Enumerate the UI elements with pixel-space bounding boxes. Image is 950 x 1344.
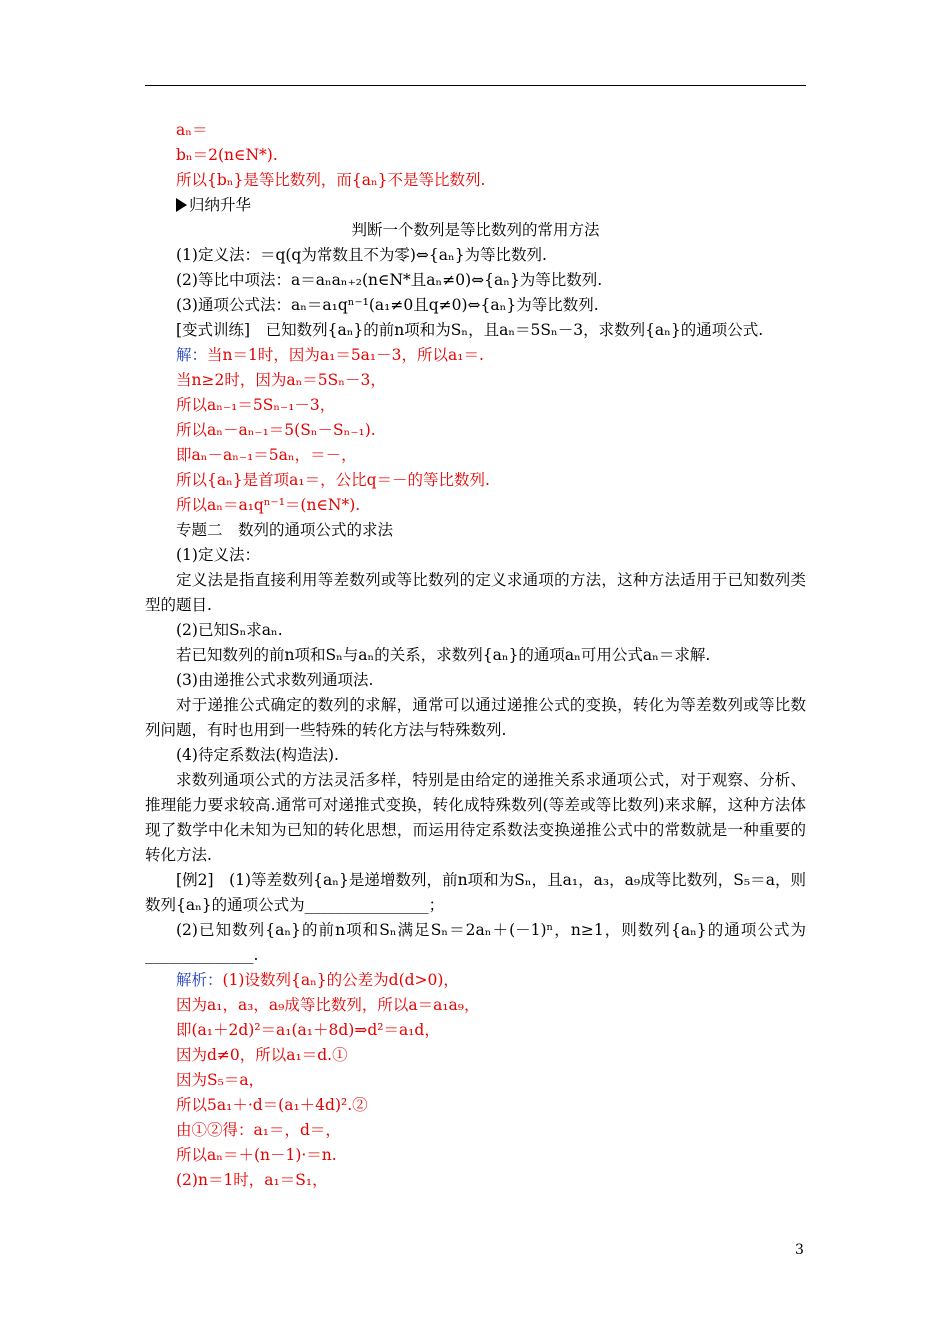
line-text: (3)通项公式法：aₙ＝a₁qⁿ⁻¹(a₁≠0且q≠0)⇔{aₙ}为等比数列. <box>176 296 599 314</box>
text-line <box>145 968 806 993</box>
line-text: 对于递推公式确定的数列的求解，通常可以通过递推公式的变换，转化为等差数列或等比数列问题，有时也用到一些特殊的转化方法与特殊数列. <box>145 696 806 739</box>
text-line <box>145 293 806 318</box>
line-text: (3)由递推公式求数列通项法. <box>176 671 374 689</box>
text-line <box>145 693 806 743</box>
text-line <box>145 743 806 768</box>
page-number: 3 <box>795 1242 804 1258</box>
text-line <box>145 393 806 418</box>
text-line <box>145 518 806 543</box>
line-text: 所以aₙ＝a₁qⁿ⁻¹＝(n∈N*). <box>176 496 361 514</box>
line-text: 若已知数列的前n项和Sₙ与aₙ的关系，求数列{aₙ}的通项aₙ可用公式aₙ＝求解. <box>176 646 711 664</box>
line-text: 所以aₙ＝＋(n－1)·＝n. <box>176 1146 337 1164</box>
text-line <box>145 1068 806 1093</box>
line-text: [例2] (1)等差数列{aₙ}是递增数列，前n项和为Sₙ，且a₁，a₃，a₉成等比数列，S₅＝a，则数列{aₙ}的通项公式为________________； <box>145 871 806 914</box>
line-text: 即aₙ－aₙ₋₁＝5aₙ，＝－， <box>176 446 357 464</box>
line-text: 因为d≠0，所以a₁＝d.① <box>176 1046 348 1064</box>
line-text: (1)设数列{aₙ}的公差为d(d>0)， <box>222 971 459 989</box>
text-line <box>145 568 806 618</box>
text-line <box>145 1118 806 1143</box>
text-line <box>145 243 806 268</box>
text-line <box>145 868 806 918</box>
text-line <box>145 643 806 668</box>
answer-lead: 解： <box>176 346 208 364</box>
line-text: (1)定义法： <box>176 546 260 564</box>
line-text: 判断一个数列是等比数列的常用方法 <box>351 221 600 239</box>
text-line <box>145 1018 806 1043</box>
line-text: 归纳升华 <box>189 196 252 214</box>
page-content <box>145 118 806 1193</box>
text-line <box>145 168 806 193</box>
line-text: (2)等比中项法：a＝aₙaₙ₊₂(n∈N*且aₙ≠0)⇔{aₙ}为等比数列. <box>176 271 603 289</box>
text-line <box>145 218 806 243</box>
line-text: 所以{bₙ}是等比数列，而{aₙ}不是等比数列. <box>176 171 486 189</box>
text-line <box>145 443 806 468</box>
line-text: 当n≥2时，因为aₙ＝5Sₙ－3， <box>176 371 386 389</box>
text-line <box>145 318 806 343</box>
line-text: 专题二 数列的通项公式的求法 <box>176 521 394 539</box>
line-text: 因为S₅＝a， <box>176 1071 265 1089</box>
line-text: 所以5a₁＋·d＝(a₁＋4d)².② <box>176 1096 368 1114</box>
triangle-bullet-icon <box>176 198 187 212</box>
text-line <box>145 193 806 218</box>
line-text: (4)待定系数法(构造法). <box>176 746 339 764</box>
text-line <box>145 1093 806 1118</box>
line-text: 所以{aₙ}是首项a₁＝，公比q＝－的等比数列. <box>176 471 490 489</box>
line-text: [变式训练] 已知数列{aₙ}的前n项和为Sₙ，且aₙ＝5Sₙ－3，求数列{aₙ}的通项公式. <box>176 321 764 339</box>
text-line <box>145 1143 806 1168</box>
text-line <box>145 768 806 868</box>
text-line <box>145 668 806 693</box>
line-text: aₙ＝ <box>176 121 208 139</box>
text-line <box>145 418 806 443</box>
text-line <box>145 618 806 643</box>
text-line <box>145 1168 806 1193</box>
text-line <box>145 918 806 968</box>
line-text: 因为a₁，a₃，a₉成等比数列，所以a＝a₁a₉， <box>176 996 480 1014</box>
line-text: 定义法是指直接利用等差数列或等比数列的定义求通项的方法，这种方法适用于已知数列类型的题目. <box>145 571 806 614</box>
line-text: 由①②得：a₁＝，d＝， <box>176 1121 341 1139</box>
text-line <box>145 543 806 568</box>
line-text: (1)定义法：＝q(q为常数且不为零)⇔{aₙ}为等比数列. <box>176 246 547 264</box>
line-text: (2)已知数列{aₙ}的前n项和Sₙ满足Sₙ＝2aₙ＋(－1)ⁿ，n≥1，则数列{aₙ}的通项公式为______________. <box>145 921 806 964</box>
text-line <box>145 268 806 293</box>
text-line <box>145 993 806 1018</box>
answer-lead: 解析： <box>176 971 223 989</box>
line-text: bₙ＝2(n∈N*). <box>176 146 278 164</box>
text-line <box>145 493 806 518</box>
text-line <box>145 468 806 493</box>
line-text: 所以aₙ－aₙ₋₁＝5(Sₙ－Sₙ₋₁). <box>176 421 376 439</box>
line-text: 求数列通项公式的方法灵活多样，特别是由给定的递推关系求通项公式，对于观察、分析、推理能力要求较高.通常可对递推式变换，转化成特殊数列(等差或等比数列)来求解，这种方法体现了数学中化未知为已知的转化思想，而运用待定系数法变换递推公式中的常数就是一种重要的转化方法. <box>145 771 806 864</box>
line-text: 即(a₁＋2d)²＝a₁(a₁＋8d)⇒d²＝a₁d， <box>176 1021 440 1039</box>
header-rule <box>145 85 806 86</box>
text-line <box>145 343 806 368</box>
line-text: (2)n＝1时，a₁＝S₁， <box>176 1171 328 1189</box>
line-text: 所以aₙ₋₁＝5Sₙ₋₁－3， <box>176 396 336 414</box>
text-line <box>145 368 806 393</box>
text-line <box>145 143 806 168</box>
line-text: 当n＝1时，因为a₁＝5a₁－3，所以a₁＝. <box>207 346 484 364</box>
text-line <box>145 1043 806 1068</box>
text-line <box>145 118 806 143</box>
line-text: (2)已知Sₙ求aₙ. <box>176 621 283 639</box>
